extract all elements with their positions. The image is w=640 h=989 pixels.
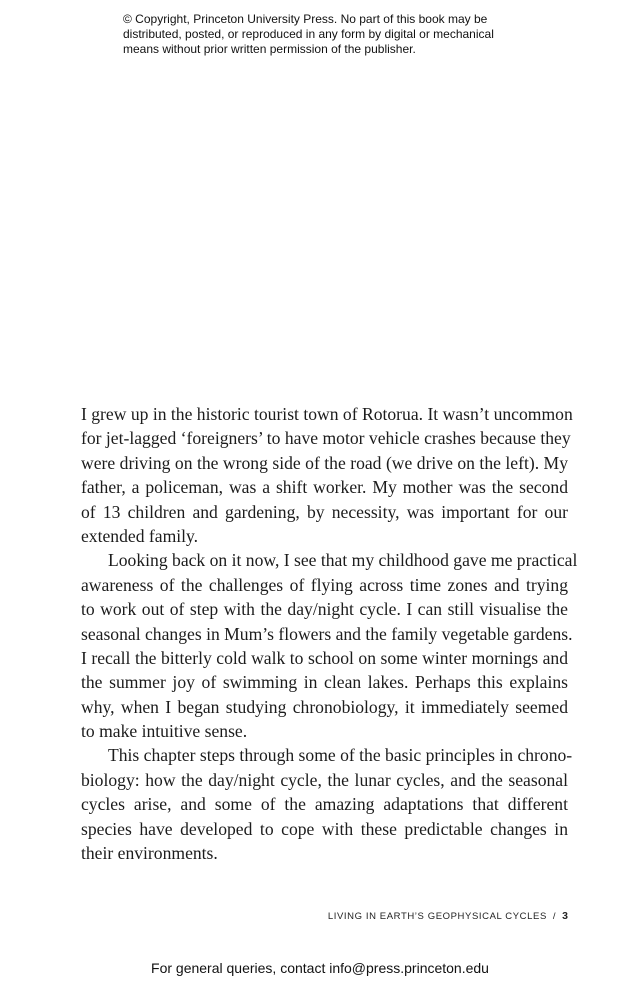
body-text — [81, 402, 578, 865]
text-line: to make intuitive sense. — [81, 721, 248, 742]
text-line: for jet-lagged ‘foreigners’ to have motor vehicle crashes because they — [81, 428, 571, 449]
text-line: their environments. — [81, 843, 218, 864]
paragraph-2 — [81, 548, 578, 743]
text-line: Looking back on it now, I see that my childhood gave me practical — [108, 550, 578, 571]
running-footer — [328, 910, 568, 922]
text-line: father, a policeman, was a shift worker. My mother was the second — [81, 477, 568, 498]
text-line: the summer joy of swimming in clean lakes. Perhaps this explains — [81, 672, 568, 693]
text-line: awareness of the challenges of flying across time zones and trying — [81, 574, 568, 595]
text-line: species have developed to cope with these predictable changes in — [81, 818, 568, 839]
text-line: biology: how the day/night cycle, the lunar cycles, and the seasonal — [81, 769, 568, 790]
copyright-line: means without prior written permission of the publisher. — [123, 42, 416, 56]
text-line: why, when I began studying chronobiology, it immediately seemed — [81, 696, 568, 717]
text-line: I recall the bitterly cold walk to school on some winter mornings and — [81, 647, 568, 668]
text-line: seasonal changes in Mum’s flowers and the family vegetable gardens. — [81, 623, 573, 644]
text-line: This chapter steps through some of the basic principles in chrono- — [108, 745, 573, 766]
text-line: I grew up in the historic tourist town of Rotorua. It wasn’t uncommon — [81, 404, 573, 424]
copyright-line: distributed, posted, or reproduced in any form by digital or mechanical — [123, 27, 494, 41]
running-footer-title: LIVING IN EARTH’S GEOPHYSICAL CYCLES — [327, 911, 547, 922]
page-number: 3 — [562, 910, 568, 922]
text-line: of 13 children and gardening, by necessity, was important for our — [81, 501, 568, 522]
paragraph-1 — [81, 402, 573, 548]
text-line: to work out of step with the day/night cycle. I can still visualise the — [81, 599, 568, 620]
paragraph-3 — [81, 743, 573, 865]
general-queries-footer: For general queries, contact info@press.princeton.edu — [151, 960, 489, 976]
text-line: were driving on the wrong side of the road (we drive on the left). My — [81, 452, 568, 473]
running-footer-separator: / — [552, 911, 557, 922]
copyright-notice — [123, 12, 543, 57]
text-line: extended family. — [81, 525, 199, 546]
copyright-line: © Copyright, Princeton University Press. No part of this book may be — [123, 12, 488, 26]
text-line: cycles arise, and some of the amazing adaptations that different — [81, 794, 568, 815]
